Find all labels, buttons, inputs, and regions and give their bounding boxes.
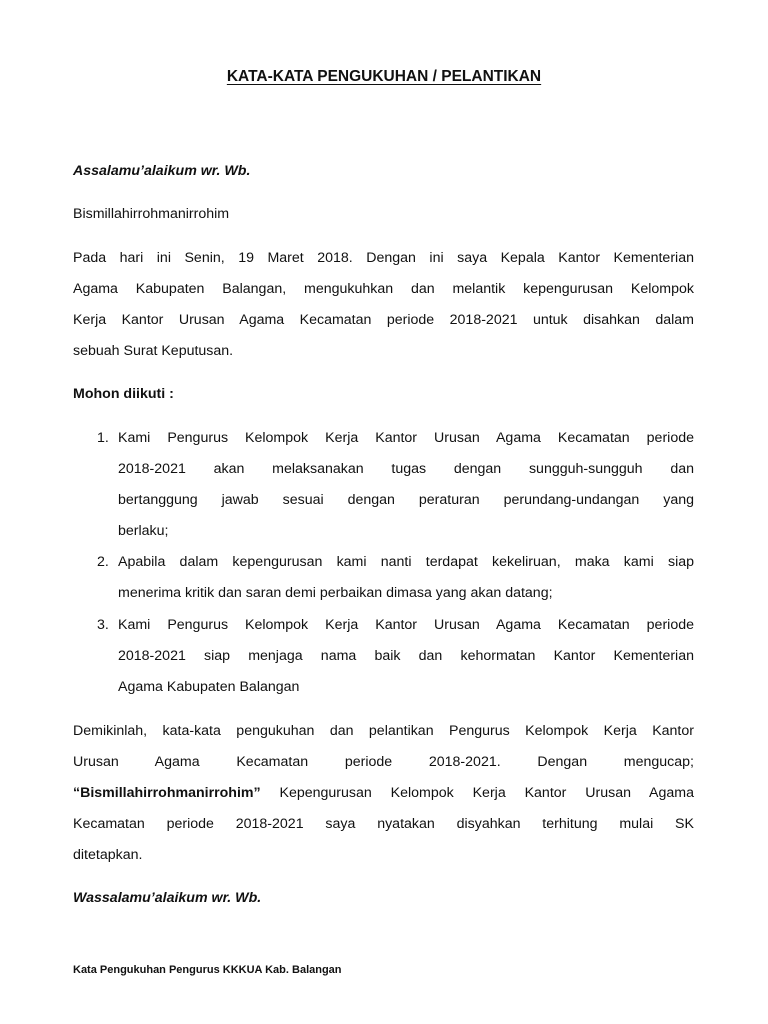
paragraph-line: Kecamatan periode 2018-2021 saya nyatakan disyahkan terhitung mulai SK <box>73 816 694 832</box>
paragraph-line: Demikinlah, kata-kata pengukuhan dan pelantikan Pengurus Kelompok Kerja Kantor <box>73 723 694 739</box>
list-number: 3. <box>97 617 109 633</box>
list-line: Agama Kabupaten Balangan <box>118 679 300 695</box>
list-line: Apabila dalam kepengurusan kami nanti terdapat kekeliruan, maka kami siap <box>118 554 694 570</box>
list-number: 1. <box>97 430 109 446</box>
document-title: KATA-KATA PENGUKUHAN / PELANTIKAN <box>226 68 542 85</box>
list-line: berlaku; <box>118 523 169 539</box>
paragraph-line <box>73 778 694 809</box>
paragraph-line-rest: Kepengurusan Kelompok Kerja Kantor Urusan Agama <box>260 785 694 801</box>
paragraph-line: Kerja Kantor Urusan Agama Kecamatan periode 2018-2021 untuk disahkan dalam <box>73 312 694 328</box>
greeting: Assalamu’alaikum wr. Wb. <box>73 163 251 179</box>
paragraph-line: Pada hari ini Senin, 19 Maret 2018. Dengan ini saya Kepala Kantor Kementerian <box>73 250 694 266</box>
basmalah: Bismillahirrohmanirrohim <box>73 206 230 222</box>
paragraph-line: Urusan Agama Kecamatan periode 2018-2021. Dengan mengucap; <box>73 754 694 770</box>
basmalah-quote: “Bismillahirrohmanirrohim” <box>73 785 261 801</box>
paragraph-line: sebuah Surat Keputusan. <box>73 343 234 359</box>
farewell: Wassalamu’alaikum wr. Wb. <box>73 890 262 906</box>
paragraph-line: Agama Kabupaten Balangan, mengukuhkan dan melantik kepengurusan Kelompok <box>73 281 694 297</box>
list-line: 2018-2021 siap menjaga nama baik dan kehormatan Kantor Kementerian <box>118 648 694 664</box>
page-footer: Kata Pengukuhan Pengurus KKKUA Kab. Balangan <box>73 964 342 976</box>
closing-paragraph <box>73 716 694 871</box>
list-line: 2018-2021 akan melaksanakan tugas dengan sungguh-sungguh dan <box>118 461 694 477</box>
paragraph-line: ditetapkan. <box>73 847 143 863</box>
list-line: Kami Pengurus Kelompok Kerja Kantor Urusan Agama Kecamatan periode <box>118 617 694 633</box>
list-line: bertanggung jawab sesuai dengan peraturan perundang-undangan yang <box>118 492 694 508</box>
list-line: menerima kritik dan saran demi perbaikan dimasa yang akan datang; <box>118 585 553 601</box>
list-number: 2. <box>97 554 109 570</box>
follow-label: Mohon diikuti : <box>73 386 174 402</box>
list-line: Kami Pengurus Kelompok Kerja Kantor Urusan Agama Kecamatan periode <box>118 430 694 446</box>
opening-paragraph <box>73 243 694 367</box>
